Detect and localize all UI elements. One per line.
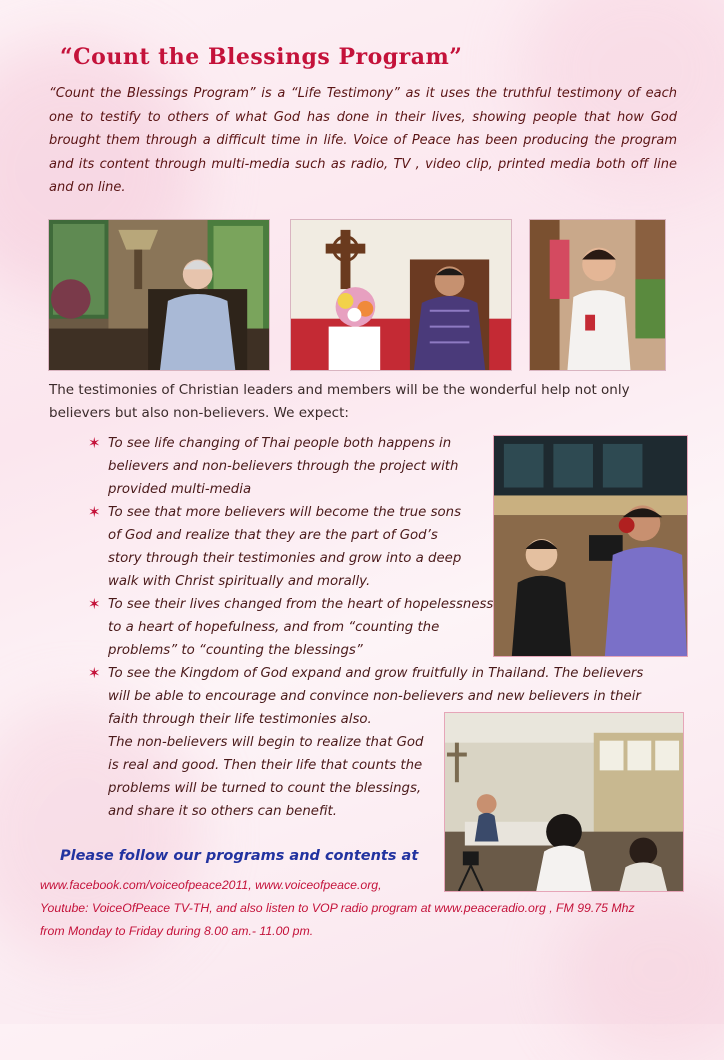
photo-elderly-woman-seated — [48, 219, 270, 371]
contact-line: Youtube: VoiceOfPeace TV-TH, and also listen to VOP radio program at www.peaceradio.org , FM 99.75 Mhz — [40, 901, 635, 915]
bullet-line: To see life changing of Thai people both happens in — [108, 436, 452, 451]
expectation-lead: The testimonies of Christian leaders and members will be the wonderful help not only believers but also non-believers. We expect: — [49, 382, 630, 421]
bullet-line: To see their lives changed from the heart of hopelessness — [108, 597, 494, 612]
contact-line: from Monday to Friday during 8.00 am.- 11.00 pm. — [40, 924, 314, 938]
contact-line: www.facebook.com/voiceofpeace2011, www.voiceofpeace.org, — [40, 878, 382, 892]
photo-video-interview — [493, 435, 688, 657]
photo-woman-standing — [529, 219, 666, 371]
bullet-line: The non-believers will begin to realize that God — [108, 735, 424, 750]
intro-paragraph: “Count the Blessings Program” is a “Life Testimony” as it uses the truthful testimony of each one to testify to others of what God has done in their lives, showing people that how God brought them through a difficult time in life. Voice of Peace has been producing the program and its content through multi-media such as radio, TV , video clip, printed media both off line and on line. — [49, 86, 677, 195]
star-bullet-icon: ✶ — [88, 503, 101, 521]
star-bullet-icon: ✶ — [88, 434, 101, 452]
bullet-line: problems” to “counting the blessings” — [108, 643, 363, 658]
follow-heading: Please follow our programs and contents at — [60, 848, 419, 864]
bullet-line: provided multi-media — [108, 482, 252, 497]
photo-man-seated-by-altar — [290, 219, 512, 371]
bullet-line: believers and non-believers through the project with — [108, 459, 459, 474]
bullet-line: is real and good. Then their life that counts the — [108, 758, 423, 773]
page-title: “Count the Blessings Program” — [60, 44, 463, 70]
bullet-line: problems will be turned to count the blessings, — [108, 781, 422, 796]
bullet-line: of God and realize that they are the part of God’s — [108, 528, 438, 543]
bullet-line: story through their testimonies and grow into a deep — [108, 551, 462, 566]
bullet-line: faith through their life testimonies also. — [108, 712, 372, 727]
bullet-line: walk with Christ spiritually and morally. — [108, 574, 371, 589]
star-bullet-icon: ✶ — [88, 595, 101, 613]
photo-office-recording — [444, 712, 684, 892]
bullet-line: will be able to encourage and convince non-believers and new believers in their — [108, 689, 641, 704]
bullet-line: To see the Kingdom of God expand and grow fruitfully in Thailand. The believers — [108, 666, 644, 681]
bullet-line: and share it so others can benefit. — [108, 804, 337, 819]
bullet-line: to a heart of hopefulness, and from “counting the — [108, 620, 440, 635]
star-bullet-icon: ✶ — [88, 664, 101, 682]
contact-links — [40, 874, 700, 943]
bullet-line: To see that more believers will become the true sons — [108, 505, 462, 520]
